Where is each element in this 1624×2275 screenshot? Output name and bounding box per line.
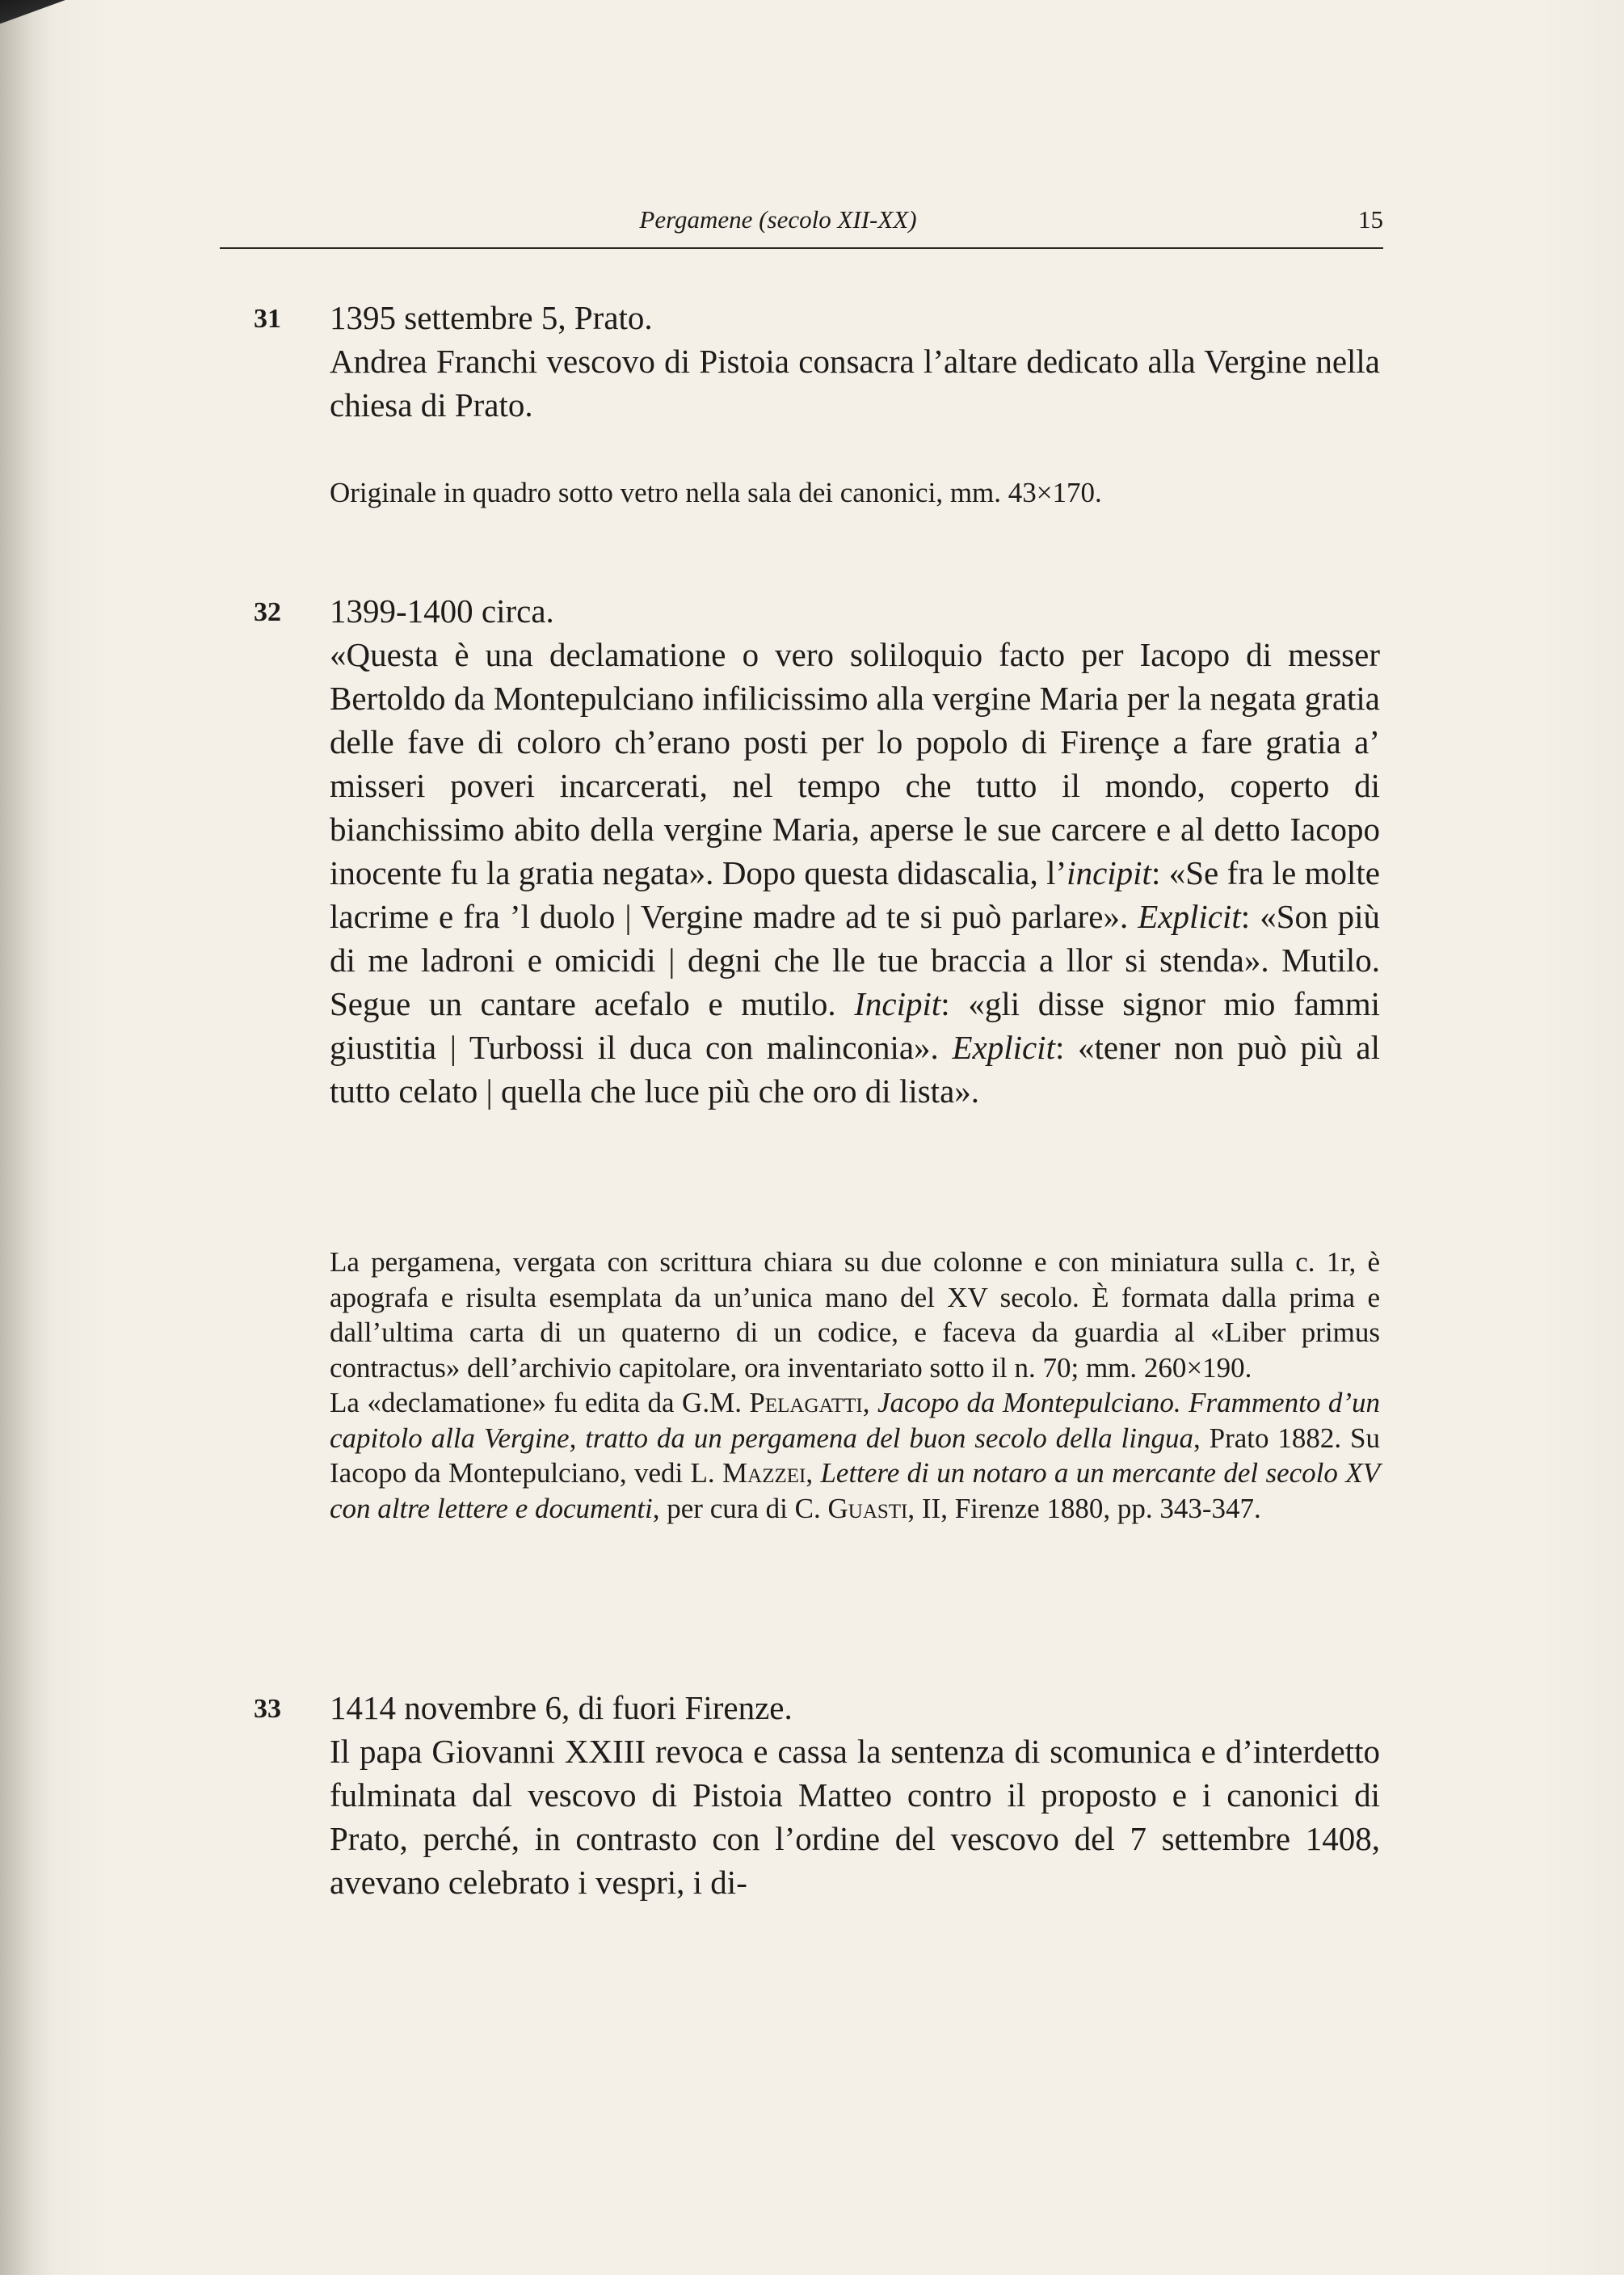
entry-32-text bbox=[330, 633, 1380, 1113]
running-title: Pergamene (secolo XII-XX) bbox=[639, 205, 917, 234]
corner-mark bbox=[0, 0, 73, 32]
note-text: , per cura di C. bbox=[652, 1492, 828, 1524]
incipit2-text: : «gli disse signor mio fammi giustitia | Turbossi il duca con malinconia». bbox=[330, 985, 1381, 1066]
entry-number-31: 31 bbox=[254, 304, 281, 334]
entry-number-33: 33 bbox=[254, 1694, 281, 1724]
explicit2-label: Explicit bbox=[952, 1029, 1055, 1066]
incipit-text: : «Se fra le molte lacrime e fra ’l duolo | Vergine madre ad te si può parlare». bbox=[330, 854, 1381, 935]
page-header bbox=[220, 202, 1383, 249]
explicit2-text: : «tener non può più al tutto celato | quella che luce più che oro di lista». bbox=[330, 1029, 1381, 1110]
note-text: La «declamatione» fu edita da G.M. bbox=[330, 1387, 750, 1418]
note-text: , II, Firenze 1880, pp. 343-347. bbox=[907, 1492, 1261, 1524]
page-number: 15 bbox=[1358, 205, 1383, 234]
entry-32-note-p1: La pergamena, vergata con scrittura chiara su due colonne e con miniatura sulla c. 1r, è apografa e risulta esemplata da un’unica mano del XV secolo. È formata dalla prima e dall’ultima carta di un quaterno di un codice, e faceva da guardia al «Liber primus contractus» dell’archivio capitolare, ora inventariato sotto il n. 70; mm. 260×190. bbox=[330, 1246, 1380, 1384]
note-text: , bbox=[806, 1457, 821, 1489]
author-mazzei: Mazzei bbox=[722, 1457, 806, 1489]
gutter-shadow bbox=[0, 0, 57, 2275]
incipit2-label: Incipit bbox=[854, 985, 941, 1022]
entry-31-note: Originale in quadro sotto vetro nella sala dei canonici, mm. 43×170. bbox=[330, 477, 1102, 508]
entry-33-date: 1414 novembre 6, di fuori Firenze. bbox=[330, 1689, 793, 1726]
entry-32-date: 1399-1400 circa. bbox=[330, 592, 554, 630]
entry-31-date: 1395 settembre 5, Prato. bbox=[330, 299, 653, 336]
entry-32-quote: «Questa è una declamatione o vero soliloquio facto per Iacopo di messer Bertoldo da Montepulciano infilicissimo alla vergine Maria per la negata gratia delle fave di coloro ch’erano posti per lo popolo di Firençe a fare gratia a’ misseri poveri incarcerati, nel tempo che tutto il mondo, coperto di bianchissimo abito della vergine Maria, aperse le sue carcere e al detto Iacopo inocente fu la gratia negata». Dopo questa didascalia, l’ bbox=[330, 636, 1380, 891]
entry-32-body bbox=[330, 589, 1380, 1113]
entry-31-body bbox=[330, 296, 1380, 427]
note-text: , Prato 1882. Su Iacopo da Montepulciano, vedi L. bbox=[330, 1422, 1380, 1489]
entry-32-note bbox=[330, 1245, 1380, 1526]
entry-33-body bbox=[330, 1686, 1380, 1904]
entry-33-summary: Il papa Giovanni XXIII revoca e cassa la sentenza di scomunica e d’interdetto fulminata dal vescovo di Pistoia Matteo contro il proposto e i canonici di Prato, perché, in contrasto con l’ordine del vescovo del 7 settembre 1408, avevano celebrato i vespri, i di- bbox=[330, 1733, 1380, 1901]
entry-number-32: 32 bbox=[254, 597, 281, 627]
entry-32-note-p2 bbox=[330, 1385, 1380, 1526]
explicit-text: : «Son più di me ladroni e omicidi | degni che lle tue braccia a llor si stenda». Mutilo. Segue un cantare acefalo e mutilo. bbox=[330, 898, 1380, 1022]
author-guasti: Guasti bbox=[827, 1492, 908, 1524]
author-pelagatti: Pelagatti bbox=[749, 1387, 863, 1418]
note-text: , bbox=[862, 1387, 877, 1418]
title-lettere: Lettere di un notaro a un mercante del secolo XV con altre lettere e documenti bbox=[330, 1457, 1380, 1524]
explicit-label: Explicit bbox=[1138, 898, 1241, 935]
title-jacopo: Jacopo da Montepulciano. Frammento d’un capitolo alla Vergine, tratto da un pergamena del buon secolo della lingua bbox=[330, 1387, 1381, 1454]
entry-31-summary: Andrea Franchi vescovo di Pistoia consacra l’altare dedicato alla Vergine nella chiesa di Prato. bbox=[330, 343, 1380, 423]
incipit-label: incipit bbox=[1067, 854, 1151, 891]
